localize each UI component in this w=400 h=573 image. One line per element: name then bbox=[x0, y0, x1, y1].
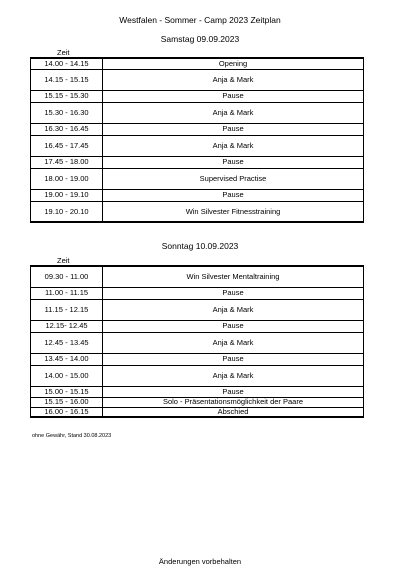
time-cell: 11.00 - 11.15 bbox=[31, 287, 103, 299]
schedule-row bbox=[31, 365, 364, 386]
event-cell: Pause bbox=[103, 156, 364, 168]
time-cell: 15.30 - 16.30 bbox=[31, 102, 103, 123]
event-cell: Pause bbox=[103, 320, 364, 332]
time-cell: 12.15- 12.45 bbox=[31, 320, 103, 332]
schedule-row bbox=[31, 102, 364, 123]
event-cell: Pause bbox=[103, 353, 364, 365]
schedule-row bbox=[31, 407, 364, 417]
event-cell: Anja & Mark bbox=[103, 299, 364, 320]
schedule-row bbox=[31, 386, 364, 397]
day-heading-saturday: Samstag 09.09.2023 bbox=[160, 34, 240, 44]
schedule-row bbox=[31, 135, 364, 156]
event-cell: Anja & Mark bbox=[103, 135, 364, 156]
time-cell: 12.45 - 13.45 bbox=[31, 332, 103, 353]
schedule-row bbox=[31, 156, 364, 168]
schedule-row bbox=[31, 353, 364, 365]
document-title: Westfalen - Sommer - Camp 2023 Zeitplan bbox=[119, 15, 281, 25]
event-cell: Pause bbox=[103, 287, 364, 299]
time-cell: 15.00 - 15.15 bbox=[31, 386, 103, 397]
schedule-row bbox=[31, 397, 364, 407]
schedule-table-saturday bbox=[30, 57, 364, 223]
disclaimer-note: ohne Gewähr, Stand 30.08.2023 bbox=[32, 433, 112, 439]
time-cell: 09.30 - 11.00 bbox=[31, 266, 103, 287]
event-cell: Win Silvester Fitnesstraining bbox=[103, 201, 364, 222]
event-cell: Solo - Präsentationsmöglichkeit der Paare bbox=[103, 397, 364, 407]
event-cell: Pause bbox=[103, 90, 364, 102]
schedule-row bbox=[31, 189, 364, 201]
event-cell: Win Silvester Mentaltraining bbox=[103, 266, 364, 287]
time-cell: 17.45 - 18.00 bbox=[31, 156, 103, 168]
time-cell: 14.00 - 15.00 bbox=[31, 365, 103, 386]
time-cell: 15.15 - 16.00 bbox=[31, 397, 103, 407]
schedule-row bbox=[31, 266, 364, 287]
time-cell: 18.00 - 19.00 bbox=[31, 168, 103, 189]
event-cell: Pause bbox=[103, 189, 364, 201]
time-cell: 19.00 - 19.10 bbox=[31, 189, 103, 201]
schedule-row bbox=[31, 58, 364, 69]
time-cell: 13.45 - 14.00 bbox=[31, 353, 103, 365]
event-cell: Supervised Practise bbox=[103, 168, 364, 189]
event-cell: Pause bbox=[103, 386, 364, 397]
schedule-row bbox=[31, 69, 364, 90]
time-cell: 14.15 - 15.15 bbox=[31, 69, 103, 90]
time-cell: 16.00 - 16.15 bbox=[31, 407, 103, 417]
time-cell: 16.45 - 17.45 bbox=[31, 135, 103, 156]
schedule-row bbox=[31, 299, 364, 320]
zeit-label-sunday: Zeit bbox=[57, 256, 70, 265]
event-cell: Anja & Mark bbox=[103, 365, 364, 386]
event-cell: Anja & Mark bbox=[103, 102, 364, 123]
schedule-row bbox=[31, 287, 364, 299]
schedule-row bbox=[31, 201, 364, 222]
event-cell: Pause bbox=[103, 123, 364, 135]
event-cell: Anja & Mark bbox=[103, 69, 364, 90]
footer-note: Änderungen vorbehalten bbox=[158, 557, 242, 566]
time-cell: 16.30 - 16.45 bbox=[31, 123, 103, 135]
schedule-row bbox=[31, 123, 364, 135]
zeit-label-saturday: Zeit bbox=[57, 48, 70, 57]
schedule-row bbox=[31, 90, 364, 102]
time-cell: 19.10 - 20.10 bbox=[31, 201, 103, 222]
event-cell: Abschied bbox=[103, 407, 364, 417]
schedule-row bbox=[31, 168, 364, 189]
day-heading-sunday: Sonntag 10.09.2023 bbox=[161, 241, 239, 251]
schedule-table-sunday bbox=[30, 265, 364, 418]
time-cell: 11.15 - 12.15 bbox=[31, 299, 103, 320]
event-cell: Anja & Mark bbox=[103, 332, 364, 353]
time-cell: 14.00 - 14.15 bbox=[31, 58, 103, 69]
event-cell: Opening bbox=[103, 58, 364, 69]
schedule-row bbox=[31, 332, 364, 353]
time-cell: 15.15 - 15.30 bbox=[31, 90, 103, 102]
schedule-row bbox=[31, 320, 364, 332]
